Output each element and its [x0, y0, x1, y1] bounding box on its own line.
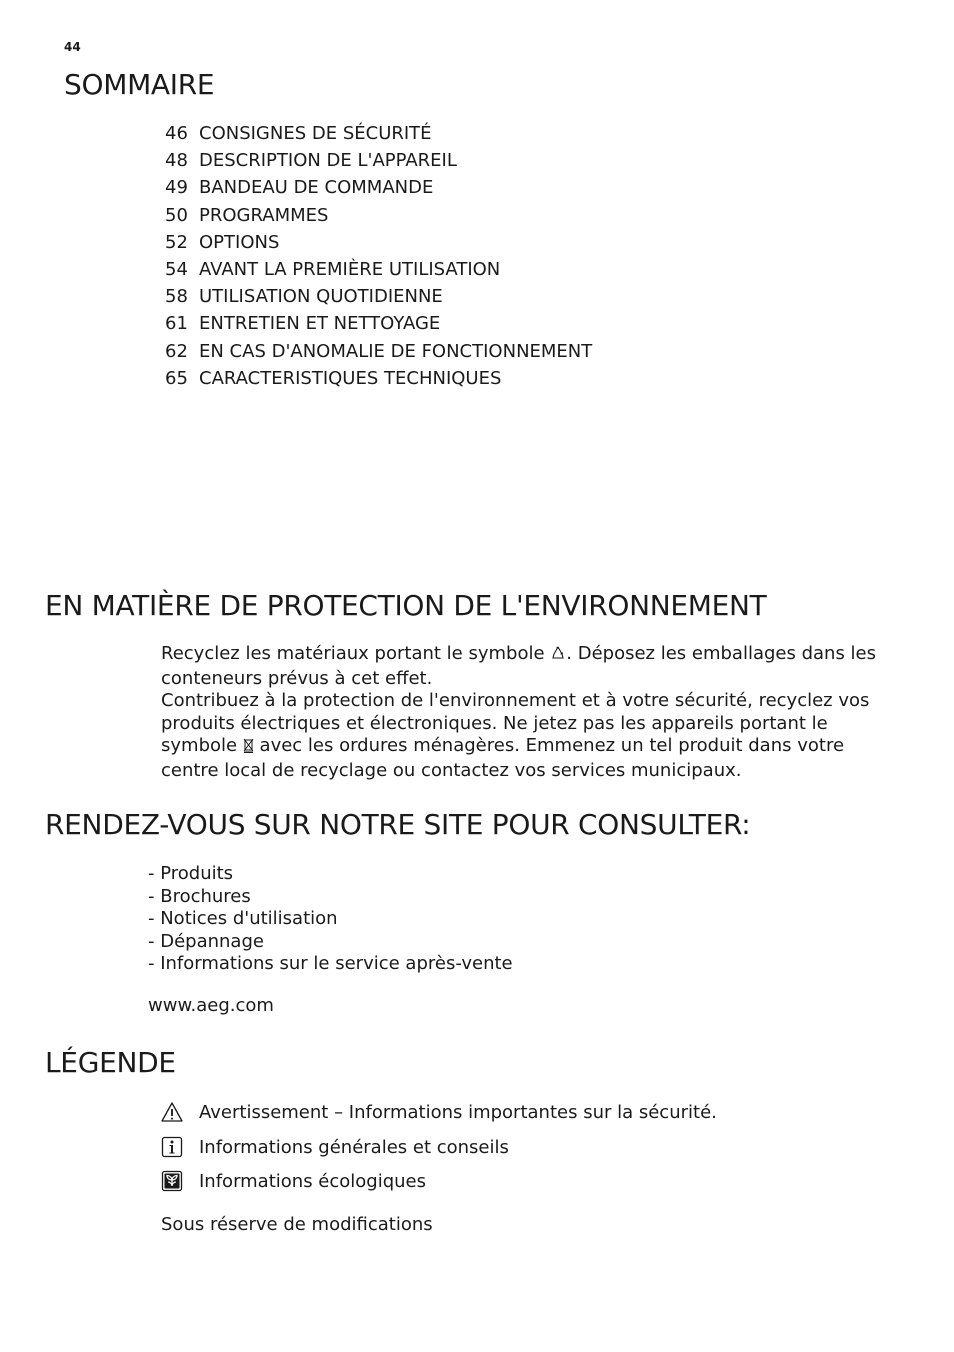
toc-page: 46	[165, 123, 188, 144]
list-item: - Notices d'utilisation	[148, 908, 338, 930]
environment-paragraph	[161, 643, 901, 783]
legende-title: LÉGENDE	[45, 1046, 176, 1079]
toc-page: 62	[165, 340, 188, 362]
legend-item-info	[160, 1134, 900, 1160]
toc-item[interactable]	[165, 229, 865, 256]
list-item: - Dépannage	[148, 930, 264, 952]
toc-item[interactable]	[165, 202, 865, 229]
legend-label: Avertissement – Informations importantes sur la sécurité.	[199, 1101, 717, 1123]
toc-label: PROGRAMMES	[199, 204, 329, 226]
toc-item[interactable]	[165, 283, 865, 310]
eco-icon	[160, 1169, 184, 1193]
toc-page: 58	[165, 286, 188, 308]
toc-item[interactable]	[165, 256, 865, 283]
toc-item[interactable]	[165, 120, 865, 147]
environment-title: EN MATIÈRE DE PROTECTION DE L'ENVIRONNEMENT	[45, 589, 767, 622]
footer-note: Sous réserve de modifications	[161, 1214, 433, 1235]
toc-label: ENTRETIEN ET NETTOYAGE	[199, 313, 441, 335]
list-item: - Produits	[148, 863, 234, 884]
legend-label: Informations écologiques	[199, 1170, 427, 1192]
toc-label: AVANT LA PREMIÈRE UTILISATION	[199, 258, 501, 280]
toc-page: 61	[165, 313, 188, 335]
toc-page: 48	[165, 150, 188, 172]
list-item: - Informations sur le service après-vente	[148, 953, 513, 975]
website-title: RENDEZ-VOUS SUR NOTRE SITE POUR CONSULTER:	[45, 808, 751, 841]
toc-page: 49	[165, 177, 188, 199]
environment-text-4: avec les ordures ménagères. Emmenez un tel produit dans votre centre local de recyclage ou contactez vos services municipaux.	[161, 735, 845, 781]
website-url[interactable]: www.aeg.com	[148, 995, 274, 1016]
toc-item[interactable]	[165, 338, 865, 365]
toc-item[interactable]	[165, 174, 865, 201]
info-icon	[160, 1135, 184, 1159]
website-list	[148, 863, 848, 976]
crossed-bin-icon	[243, 737, 254, 760]
legend-item-warning	[160, 1099, 900, 1125]
toc-item[interactable]	[165, 365, 865, 392]
list-item: - Brochures	[148, 885, 251, 907]
toc-page: 65	[165, 367, 188, 389]
toc-label: OPTIONS	[199, 231, 280, 253]
recycle-icon	[550, 645, 566, 668]
toc-page: 50	[165, 204, 188, 226]
toc-label: UTILISATION QUOTIDIENNE	[199, 286, 443, 308]
toc-page: 52	[165, 231, 188, 253]
sommaire-title: SOMMAIRE	[64, 68, 215, 101]
toc-item[interactable]	[165, 147, 865, 174]
toc-page: 54	[165, 258, 188, 280]
toc-item[interactable]	[165, 310, 865, 337]
page-number: 44	[64, 40, 81, 54]
legend-label: Informations générales et conseils	[199, 1136, 509, 1158]
toc-label: CONSIGNES DE SÉCURITÉ	[199, 123, 432, 144]
toc-label: EN CAS D'ANOMALIE DE FONCTIONNEMENT	[199, 340, 593, 362]
environment-text-2: . Déposez les emballages dans les conteneurs prévus à cet effet.	[161, 643, 876, 689]
warning-icon	[160, 1100, 184, 1124]
toc-label: BANDEAU DE COMMANDE	[199, 177, 434, 199]
toc-label: CARACTERISTIQUES TECHNIQUES	[199, 367, 502, 389]
environment-text-3: Contribuez à la protection de l'environnement et à votre sécurité, recyclez vos produits électriques et électroniques. Ne jetez pas les appareils portant le symbole	[161, 690, 870, 757]
legend-item-eco	[160, 1168, 900, 1194]
environment-text-1: Recyclez les matériaux portant le symbole	[161, 643, 551, 664]
toc-label: DESCRIPTION DE L'APPAREIL	[199, 150, 457, 172]
table-of-contents	[165, 120, 865, 392]
